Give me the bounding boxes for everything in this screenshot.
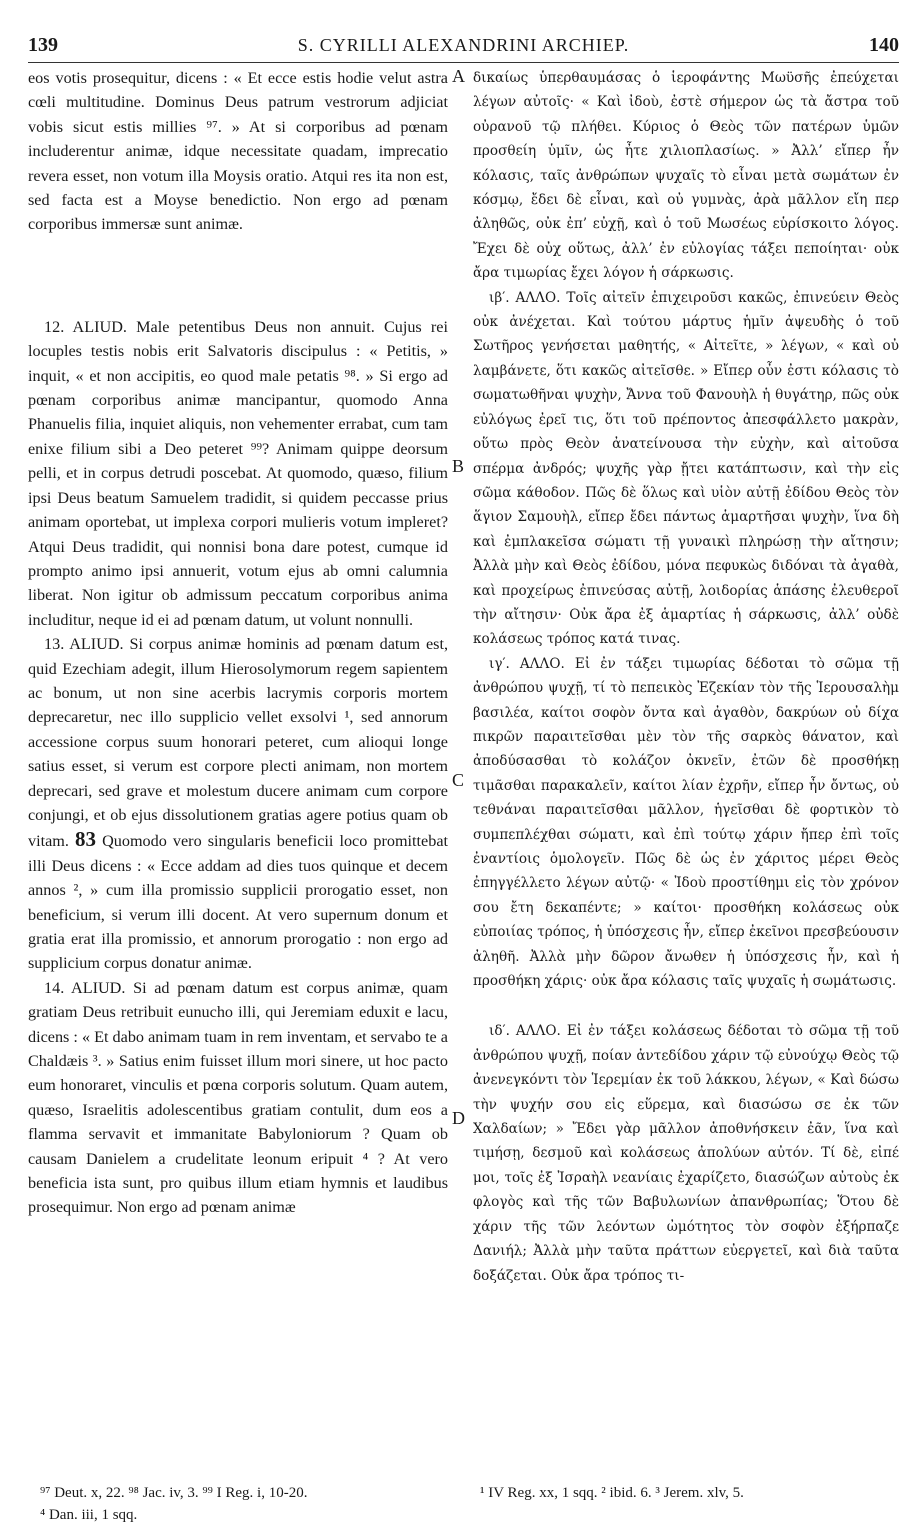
page-number-left: 139 bbox=[28, 34, 58, 56]
footnotes-right bbox=[480, 1482, 900, 1504]
margin-letter-b: B bbox=[452, 456, 465, 476]
column-number-marker: 83 bbox=[75, 827, 96, 852]
latin-paragraph-1: eos votis prosequitur, dicens : « Et ecce estis hodie velut astra cœli multitudine. Dominus Deus patrum vestrorum adjiciat vobis sicut estis millies ⁹⁷. » At si corporibus ad pœnam includerentur animæ, idque necessitate quadam, imprecatio revera esset, non votum illa Moysis oratio. Atqui res ita non est, sed facta est a Moyse benedictio. Non ergo ad pœnam corporibus immersæ sunt animæ. bbox=[28, 69, 448, 234]
greek-paragraph-14: ιδ′. ΑΛΛΟ. Εἰ ἐν τάξει κολάσεως δέδοται τὸ σῶμα τῇ τοῦ ἀνθρώπου ψυχῇ, ποίαν ἀντεδίδου χάριν τῷ εὐνούχῳ Θεὸς τῷ ἀνενεγκόντι τὸν Ἱερεμίαν ἐκ τοῦ λάκκου, λέγων, « Καὶ δώσω τὴν ψυχήν σου εἰς εὕρεμα, καὶ διασώσω σε ἐκ τῶν Χαλδαίων; » Ἔδει γὰρ μᾶλλον ἀποθνήσκειν ἐᾶν, ἵνα καὶ τιμήσῃ, δεσμοῦ καὶ κολάσεως ἀπολύων αὐτόν. Τί δὲ, εἰπέ μοι, τοῖς ἐξ Ἰσραὴλ νεανίαις ἐχαρίζετο, διασώζων αὐτοὺς ἐκ φλογὸς καὶ τῆς τῶν Βαβυλωνίων ἀπανθρωπίας; Ὅτου δὲ χάριν τῆς τῶν λεόντων ὠμότητος τὸν σοφὸν ἐξήρπαζε Δανιήλ; Ἀλλὰ μὴν ταῦτα πράττων εὐεργετεῖ, καὶ διὰ ταῦτα δοξάζεται. Οὐκ ἄρα τρόπος τι- bbox=[473, 1023, 899, 1284]
margin-letter-d: D bbox=[452, 1108, 465, 1128]
running-title: S. CYRILLI ALEXANDRINI ARCHIEP. bbox=[297, 35, 630, 55]
footnote-line: ¹ IV Reg. xx, 1 sqq. ² ibid. 6. ³ Jerem. xlv, 5. bbox=[480, 1485, 744, 1501]
latin-paragraph-13b: Quomodo vero singularis beneficii loco promittebat illi Deus dicens : « Ecce addam ad dies tuos quinque et decem annos ², » cum illa promissio supplicii prorogatio esset, non beneficium, si verum illi docent. At vero supernum donum et gratia erat illa promissio, et annorum prorogatio : non ergo ad supplicium corpus donatur animæ. bbox=[28, 832, 449, 973]
greek-paragraph-13: ιγ′. ΑΛΛΟ. Εἰ ἐν τάξει τιμωρίας δέδοται τὸ σῶμα τῇ ἀνθρώπου ψυχῇ, τί τὸ πεπεικὸς Ἐζεκίαν τὸν τῆς Ἱερουσαλὴμ βασιλέα, καίτοι σοφὸν ὄντα καὶ ἀγαθὸν, δακρύων οὐ δίχα πικρῶν παραιτεῖσθαι μὲν τὸν τῆς σαρκὸς θάνατον, καὶ ἀποδύσασθαι τὸ κολάζον ὀκνεῖν, ἐτῶν δὲ προσθήκῃ τιμᾶσθαι παρακαλεῖν, καίτοι λίαν ἐχρῆν, εἴπερ ἦν ὄντως, οὐ τεθνάναι παραιτεῖσθαι μᾶλλον, ἡγεῖσθαι δὲ φορτικὸν τὸ συμπεπλέχθαι σώματι, καὶ ἐπὶ τούτῳ χάριν ἤπερ ἐπὶ τοῖς ἐναντίοις ὁμολογεῖν. Πῶς δὲ ὡς ἐν χάριτος μέρει Θεὸς ἐπηγγέλλετο λέγων αὐτῷ· « Ἰδοὺ προστίθημι εἰς τὸν χρόνον σου ἔτη δεκαπέντε; » καίτοι· προσθήκη κολάσεως οὐκ εὐποιίας τρόπος, ἡ ὑπόσχεσις ἦν, εἴπερ ἐκεῖνοι πρεσβεύουσιν ἀληθῆ. Ἀλλὰ μὴν δῶρον ἄνωθεν ἡ ὑπόσχεσις ἦν, καὶ ἡ προσθήκη χάρις· οὐκ ἄρα κόλασις ταῖς ψυχαῖς ἡ σωμάτωσις. bbox=[473, 655, 899, 990]
greek-paragraph-1: δικαίως ὑπερθαυμάσας ὁ ἱεροφάντης Μωϋσῆς ἐπεύχεται λέγων αὐτοῖς· « Καὶ ἰδοὺ, ἐστὲ σήμερον ὡς τὰ ἄστρα τοῦ οὐρανοῦ τῷ πλήθει. Κύριος ὁ Θεὸς τῶν πατέρων ὑμῶν προσθείη ὑμῖν, ὡς ἦτε χιλιοπλασίως. » Ἀλλ’ εἴπερ ἦν κόλασις, ταῖς ἀνθρώπων ψυχαῖς τὸ εἶναι μετὰ σωμάτων ἐν κόσμῳ, ἔδει δὲ εἶναι, καὶ οὐ γυμνὰς, ἀρὰ μᾶλλον εἴη περ ἀληθῶς, οὐκ ἐπ’ εὐχῇ, καὶ ὁ τοῦ Μωσέως εὑρίσκοιτο λόγος. Ἔχει δὲ οὐχ οὕτως, ἀλλ’ ἐν εὐλογίας τάξει πεποίηται· οὐκ ἄρα τιμωρίας ἔχει λόγον ἡ σάρκωσις. bbox=[473, 70, 899, 282]
spacer bbox=[473, 993, 899, 1019]
running-header bbox=[28, 32, 899, 63]
latin-paragraph-14: 14. ALIUD. Si ad pœnam datum est corpus animæ, quam gratiam Deus retribuit eunucho illi, qui Jeremiam eduxit e lacu, dicens : « Et dabo animam tuam in rem inventam, et servabo te a Chaldæis ³. » Satius enim fuisset illum mori sinere, ut hoc pacto eum honoraret, vinculis et pœna corporis solutum. Quam autem, quæso, Israelitis adolescentibus gratiam contulit, dum eos a flamma servavit et immanitate Babyloniorum ? Quam ob causam Danielem a crudelitate leonum eripuit ⁴ ? At vero beneficia ista sunt, pro quibus illum etiam hymnis et laudibus prosequimur. Non ergo ad pœnam animæ bbox=[28, 978, 448, 1217]
footnote-line: ⁹⁷ Deut. x, 22. ⁹⁸ Jac. iv, 3. ⁹⁹ I Reg. i, 10-20. bbox=[40, 1485, 308, 1501]
footnotes-left bbox=[40, 1482, 450, 1526]
footnote-line: ⁴ Dan. iii, 1 sqq. bbox=[40, 1507, 138, 1523]
latin-paragraph-13a: 13. ALIUD. Si corpus animæ hominis ad pœnam datum est, quid Ezechiam adegit, illum Hierosolymorum regem sapientem ac bonum, ut non sine acerbis lacrymis corporis mortem deprecaretur, nec illo supplicio vellet exsolvi ¹, sed annorum accessione corpus suum honorari peteret, cum alioqui longe satius esset, si verum est corpore plecti animam, non mortem deprecari, sed grave et molestum ducere animam cum corpore conjungi, et ob ejus dissolutionem gratias agere potius quam ob vitam. bbox=[28, 635, 448, 851]
page-number-right: 140 bbox=[869, 34, 899, 56]
margin-letter-c: C bbox=[452, 770, 465, 790]
spacer bbox=[28, 237, 448, 315]
margin-letter-a: A bbox=[452, 66, 465, 86]
latin-column bbox=[28, 66, 448, 1220]
greek-paragraph-12: ιβ′. ΑΛΛΟ. Τοῖς αἰτεῖν ἐπιχειροῦσι κακῶς, ἐπινεύειν Θεὸς οὐκ ἀνέχεται. Καὶ τούτου μάρτυς ἡμῖν ἀψευδὴς ὁ τοῦ Σωτῆρος γενήσεται μαθητής, « Αἰτεῖτε, » λέγων, « καὶ οὐ λαμβάνετε, ὅτι κακῶς αἰτεῖσθε. » Εἴπερ οὖν ἐστι κόλασις τὸ σωματωθῆναι ψυχὴν, Ἄννα τοῦ Φανουὴλ ἡ θυγάτηρ, πῶς οὐκ εὐλόγως ἐρεῖ τις, ὅτι τοῦ πρέποντος ἀπεσφάλλετο μακρὰν, οὕτω πρὸς Θεὸν ἀνατείνουσα τὴν εὐχὴν, καὶ αἰτοῦσα σπέρμα ἀνδρός; ψυχῆς γὰρ ᾔτει κατάπτωσιν, καὶ τὴν εἰς σῶμα κάθοδον. Πῶς δὲ ὅλως καὶ υἱὸν αὐτῇ ἐδίδου Θεὸς τὸν ἅγιον Σαμουὴλ, εἴπερ ἔδει πάντως ἁμαρτῆσαι ψυχὴν, ἵνα δὴ καὶ ἐμπλακεῖσα σώματι τῇ γυναικὶ πληρώσῃ τὴν αἴτησιν; Ἀλλὰ μὴν καὶ Θεὸς ἐδίδου, μόνα πεφυκὼς διδόναι τὰ ἀγαθὰ, καὶ προχείρως ἐπινεύσας αὐτῇ, λοιδορίας ἁπάσης ἐλευθεροῖ τὴν αἴτησιν· Οὐκ ἄρα ἐξ ἁμαρτίας ἡ σάρκωσις, ἀλλ’ οὐδὲ κολάσεως τρόπος κατά τινας. bbox=[473, 289, 899, 648]
greek-column bbox=[473, 66, 899, 1288]
latin-paragraph-13 bbox=[28, 632, 448, 976]
latin-paragraph-12: 12. ALIUD. Male petentibus Deus non annuit. Cujus rei locuples testis nobis erit Salvatoris discipulus : « Petitis, » inquit, « et non accipitis, eo quod male petatis ⁹⁸. » Si ergo ad pœnam corporibus animæ mancipantur, quomodo Anna Phanuelis filia, inquiet aliquis, non vehementer errabat, cum tam enixe filium sibi a Deo peteret ⁹⁹? Animam quippe deorsum pelli, et in corpus detrudi poscebat. At quomodo, quæso, filium ipsi Deus beatum Samuelem tradidit, si quidem peccasse prius animam oportebat, ut implexa corpori mulieris votum impleret? Atqui Deus tradidit, qui nonnisi bona dare potest, cumque id prompto animo ipsi annuerit, votum ejus ab omni calumnia liberat. Non igitur ob admissum peccatum corporibus anima includitur, neque id ei ad pœnam datum, ut volunt nonnulli. bbox=[28, 317, 448, 629]
